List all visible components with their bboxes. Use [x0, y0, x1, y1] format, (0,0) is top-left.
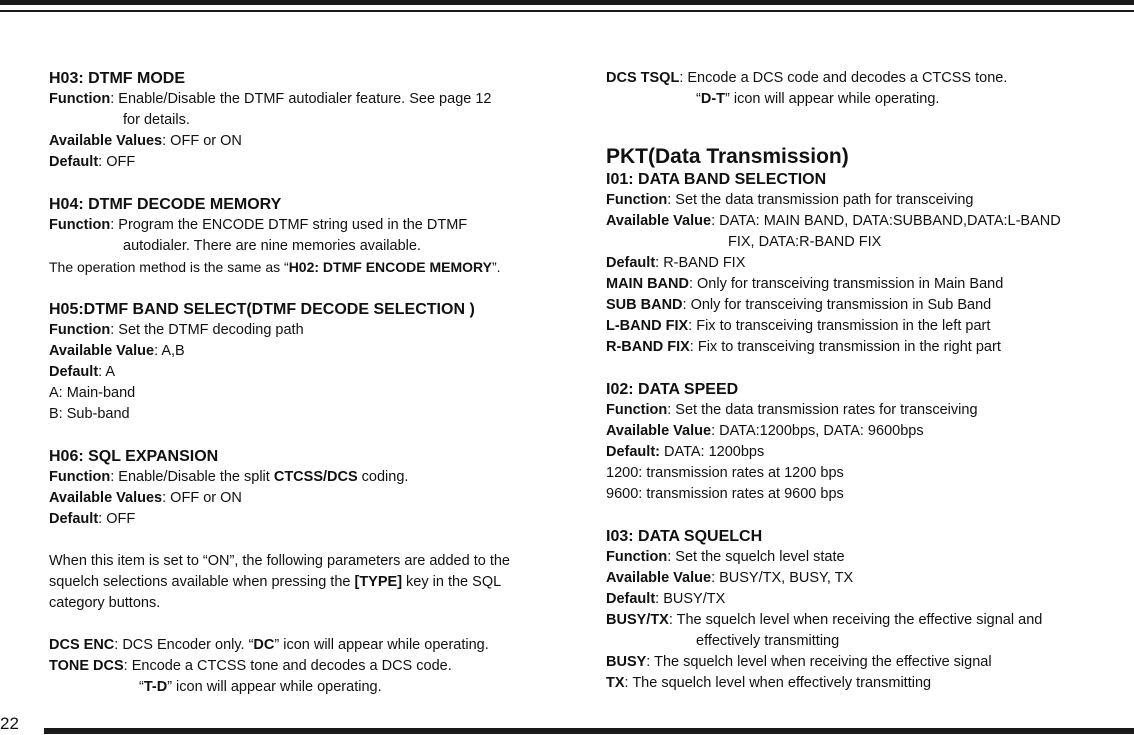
h06-title: H06: SQL EXPANSION	[49, 448, 219, 465]
top-rule-thin	[0, 10, 1134, 12]
i01-l-band-fix: L-BAND FIX: Fix to transceiving transmission in the left part	[606, 318, 991, 334]
i02-function: Function: Set the data transmission rates for transceiving	[606, 402, 978, 418]
right-column	[606, 68, 1126, 694]
i02-rate-9600: 9600: transmission rates at 9600 bps	[606, 486, 844, 502]
h06-para-line1: When this item is set to “ON”, the following parameters are added to the	[49, 553, 510, 569]
pkt-section-title: PKT(Data Transmission)	[606, 145, 849, 168]
h06-para-line2: squelch selections available when pressing the [TYPE] key in the SQL	[49, 574, 502, 590]
i03-value: Available Value: BUSY/TX, BUSY, TX	[606, 570, 854, 586]
h03-default: Default: OFF	[49, 154, 136, 170]
top-rule-thick	[0, 0, 1134, 5]
i02-title: I02: DATA SPEED	[606, 381, 739, 398]
tone-dcs-icon-line: “T-D” icon will appear while operating.	[139, 679, 382, 695]
h04-function-cont: autodialer. There are nine memories available.	[123, 238, 421, 254]
h05-value: Available Value: A,B	[49, 343, 185, 359]
i03-tx: TX: The squelch level when effectively transmitting	[606, 675, 932, 691]
i01-main-band: MAIN BAND: Only for transceiving transmission in Main Band	[606, 276, 1004, 292]
tone-dcs-line: TONE DCS: Encode a CTCSS tone and decodes a DCS code.	[49, 658, 452, 674]
i01-function: Function: Set the data transmission path for transceiving	[606, 192, 974, 208]
h06-values: Available Values: OFF or ON	[49, 490, 242, 506]
section-i03	[606, 526, 1126, 694]
left-column	[49, 68, 569, 698]
i03-busy: BUSY: The squelch level when receiving the effective signal	[606, 654, 992, 670]
h05-title: H05:DTMF BAND SELECT(DTMF DECODE SELECTION )	[49, 301, 475, 318]
h03-function: Function: Enable/Disable the DTMF autodialer feature. See page 12	[49, 91, 492, 107]
i03-function: Function: Set the squelch level state	[606, 549, 845, 565]
dcs-tsql-line: DCS TSQL: Encode a DCS code and decodes a CTCSS tone.	[606, 70, 1008, 86]
i03-title: I03: DATA SQUELCH	[606, 528, 763, 545]
dcs-enc-line: DCS ENC: DCS Encoder only. “DC” icon will appear while operating.	[49, 637, 489, 653]
section-h05	[49, 299, 569, 425]
h04-title: H04: DTMF DECODE MEMORY	[49, 196, 282, 213]
h06-default: Default: OFF	[49, 511, 136, 527]
i02-value: Available Value: DATA:1200bps, DATA: 9600bps	[606, 423, 924, 439]
i01-value: Available Value: DATA: MAIN BAND, DATA:SUBBAND,DATA:L-BAND	[606, 213, 1061, 229]
dcs-tsql-icon-line: “D-T” icon will appear while operating.	[696, 91, 940, 107]
h06-para-line3: category buttons.	[49, 595, 161, 611]
i01-title: I01: DATA BAND SELECTION	[606, 171, 827, 188]
section-dcs-tsql	[606, 68, 1126, 110]
i01-sub-band: SUB BAND: Only for transceiving transmission in Sub Band	[606, 297, 992, 313]
i03-busy-tx: BUSY/TX: The squelch level when receiving the effective signal and	[606, 612, 1043, 628]
section-h06	[49, 446, 569, 698]
h03-values: Available Values: OFF or ON	[49, 133, 242, 149]
i02-default: Default: DATA: 1200bps	[606, 444, 765, 460]
i01-default: Default: R-BAND FIX	[606, 255, 746, 271]
section-i02	[606, 379, 1126, 505]
i03-busy-tx-cont: effectively transmitting	[696, 633, 840, 649]
section-i01	[606, 169, 1126, 358]
i01-r-band-fix: R-BAND FIX: Fix to transceiving transmission in the right part	[606, 339, 1001, 355]
h06-function: Function: Enable/Disable the split CTCSS/DCS coding.	[49, 469, 409, 485]
i01-value-cont: FIX, DATA:R-BAND FIX	[728, 234, 882, 250]
h03-function-cont: for details.	[123, 112, 190, 128]
h05-option-a: A: Main-band	[49, 385, 136, 401]
section-h04	[49, 194, 569, 278]
h04-function: Function: Program the ENCODE DTMF string used in the DTMF	[49, 217, 468, 233]
bottom-rule	[44, 728, 1134, 734]
h04-note: The operation method is the same as “H02: DTMF ENCODE MEMORY”.	[49, 259, 501, 275]
section-h03	[49, 68, 569, 173]
i03-default: Default: BUSY/TX	[606, 591, 726, 607]
page-number: 22	[0, 714, 19, 733]
i02-rate-1200: 1200: transmission rates at 1200 bps	[606, 465, 844, 481]
h05-function: Function: Set the DTMF decoding path	[49, 322, 304, 338]
h05-option-b: B: Sub-band	[49, 406, 130, 422]
h05-default: Default: A	[49, 364, 116, 380]
h03-title: H03: DTMF MODE	[49, 70, 185, 87]
